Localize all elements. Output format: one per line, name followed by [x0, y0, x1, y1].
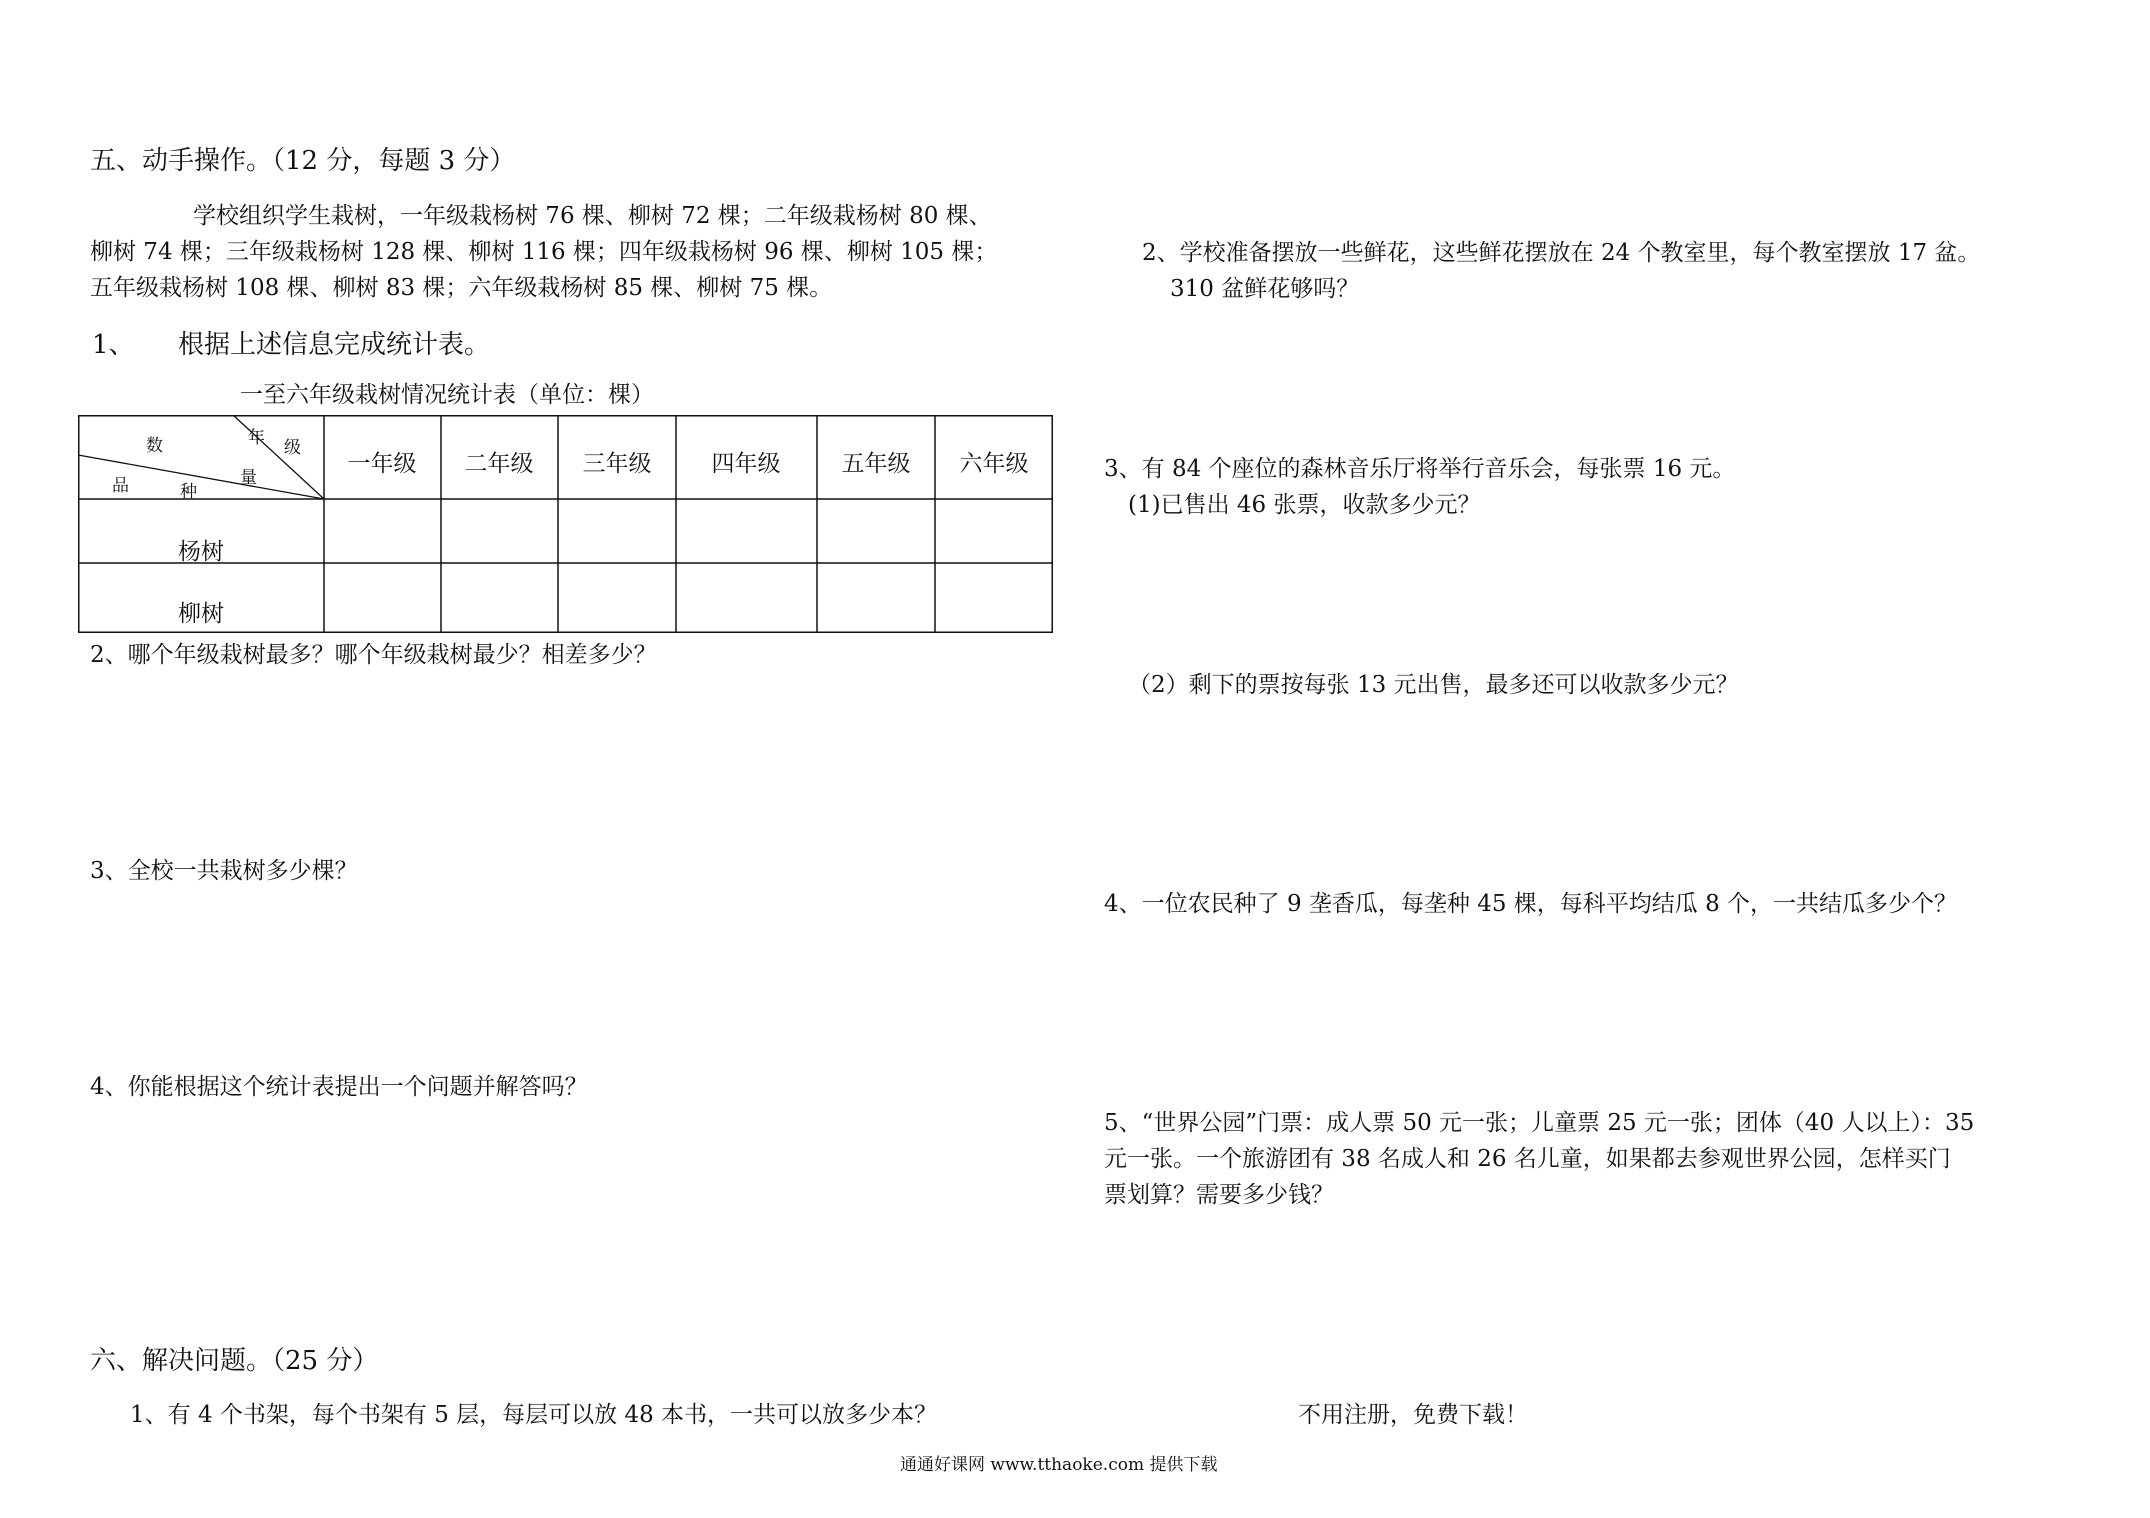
- intro-line-3: 五年级栽杨树 108 棵、柳树 83 棵；六年级栽杨树 85 棵、柳树 75 棵。: [90, 275, 833, 301]
- corner-label-zhong: 种: [180, 482, 197, 502]
- question-3: 3、全校一共栽树多少棵？: [90, 858, 358, 884]
- section6-question-2-line-2: 310 盆鲜花够吗？: [1170, 276, 1360, 302]
- section6-question-4: 4、一位农民种了 9 垄香瓜，每垄种 45 棵，每科平均结瓜 8 个，一共结瓜多少个？: [1104, 891, 1958, 917]
- section6-question-3-line-1: 3、有 84 个座位的森林音乐厅将举行音乐会，每张票 16 元。: [1104, 456, 1736, 482]
- footer-source: 通通好课网 www.tthaoke.com 提供下载: [900, 1455, 1218, 1475]
- row-header-poplar: 杨树: [178, 539, 224, 565]
- promo-text: 不用注册，免费下载！: [1298, 1402, 1528, 1428]
- statistics-table: [78, 415, 1053, 633]
- section5-heading: 五、动手操作。（12 分，每题 3 分）: [90, 146, 516, 176]
- section6-heading: 六、解决问题。（25 分）: [90, 1346, 379, 1376]
- column-header-grade-6: 六年级: [959, 451, 1029, 477]
- table-title: 一至六年级栽树情况统计表（单位：棵）: [240, 382, 654, 408]
- corner-label-pin: 品: [112, 476, 129, 496]
- section6-question-2-line-1: 2、学校准备摆放一些鲜花，这些鲜花摆放在 24 个教室里，每个教室摆放 17 盆。: [1142, 240, 1981, 266]
- section6-question-5-line-3: 票划算？需要多少钱？: [1104, 1182, 1334, 1208]
- corner-label-nian: 年: [248, 428, 265, 448]
- question-4: 4、你能根据这个统计表提出一个问题并解答吗？: [90, 1074, 588, 1100]
- section6-question-1: 1、有 4 个书架，每个书架有 5 层，每层可以放 48 本书，一共可以放多少本？: [130, 1402, 938, 1428]
- question-1-text: 根据上述信息完成统计表。: [178, 330, 491, 360]
- row-header-willow: 柳树: [178, 601, 224, 627]
- question-1-number: 1、: [92, 330, 135, 360]
- section6-question-3-sub-1: (1)已售出 46 张票，收款多少元？: [1128, 492, 1481, 518]
- column-header-grade-2: 二年级: [464, 451, 534, 477]
- question-2: 2、哪个年级栽树最多？哪个年级栽树最少？相差多少？: [90, 642, 657, 668]
- column-header-grade-1: 一年级: [347, 451, 417, 477]
- section6-question-5-line-1: 5、“世界公园”门票：成人票 50 元一张；儿童票 25 元一张；团体（40 人以上）：35: [1104, 1110, 1975, 1136]
- section6-question-5-line-2: 元一张。一个旅游团有 38 名成人和 26 名儿童，如果都去参观世界公园，怎样买门: [1104, 1146, 1951, 1172]
- corner-label-shu: 数: [146, 436, 163, 456]
- intro-line-1: 学校组织学生栽树，一年级栽杨树 76 棵、柳树 72 棵；二年级栽杨树 80 棵、: [193, 203, 992, 229]
- column-header-grade-4: 四年级: [711, 451, 781, 477]
- column-header-grade-3: 三年级: [582, 451, 652, 477]
- corner-label-liang: 量: [240, 468, 257, 488]
- column-header-grade-5: 五年级: [841, 451, 911, 477]
- corner-label-ji: 级: [284, 438, 301, 458]
- section6-question-3-sub-2: （2）剩下的票按每张 13 元出售，最多还可以收款多少元？: [1128, 672, 1739, 698]
- intro-line-2: 柳树 74 棵；三年级栽杨树 128 棵、柳树 116 棵；四年级栽杨树 96 棵、柳树 105 棵；: [90, 239, 998, 265]
